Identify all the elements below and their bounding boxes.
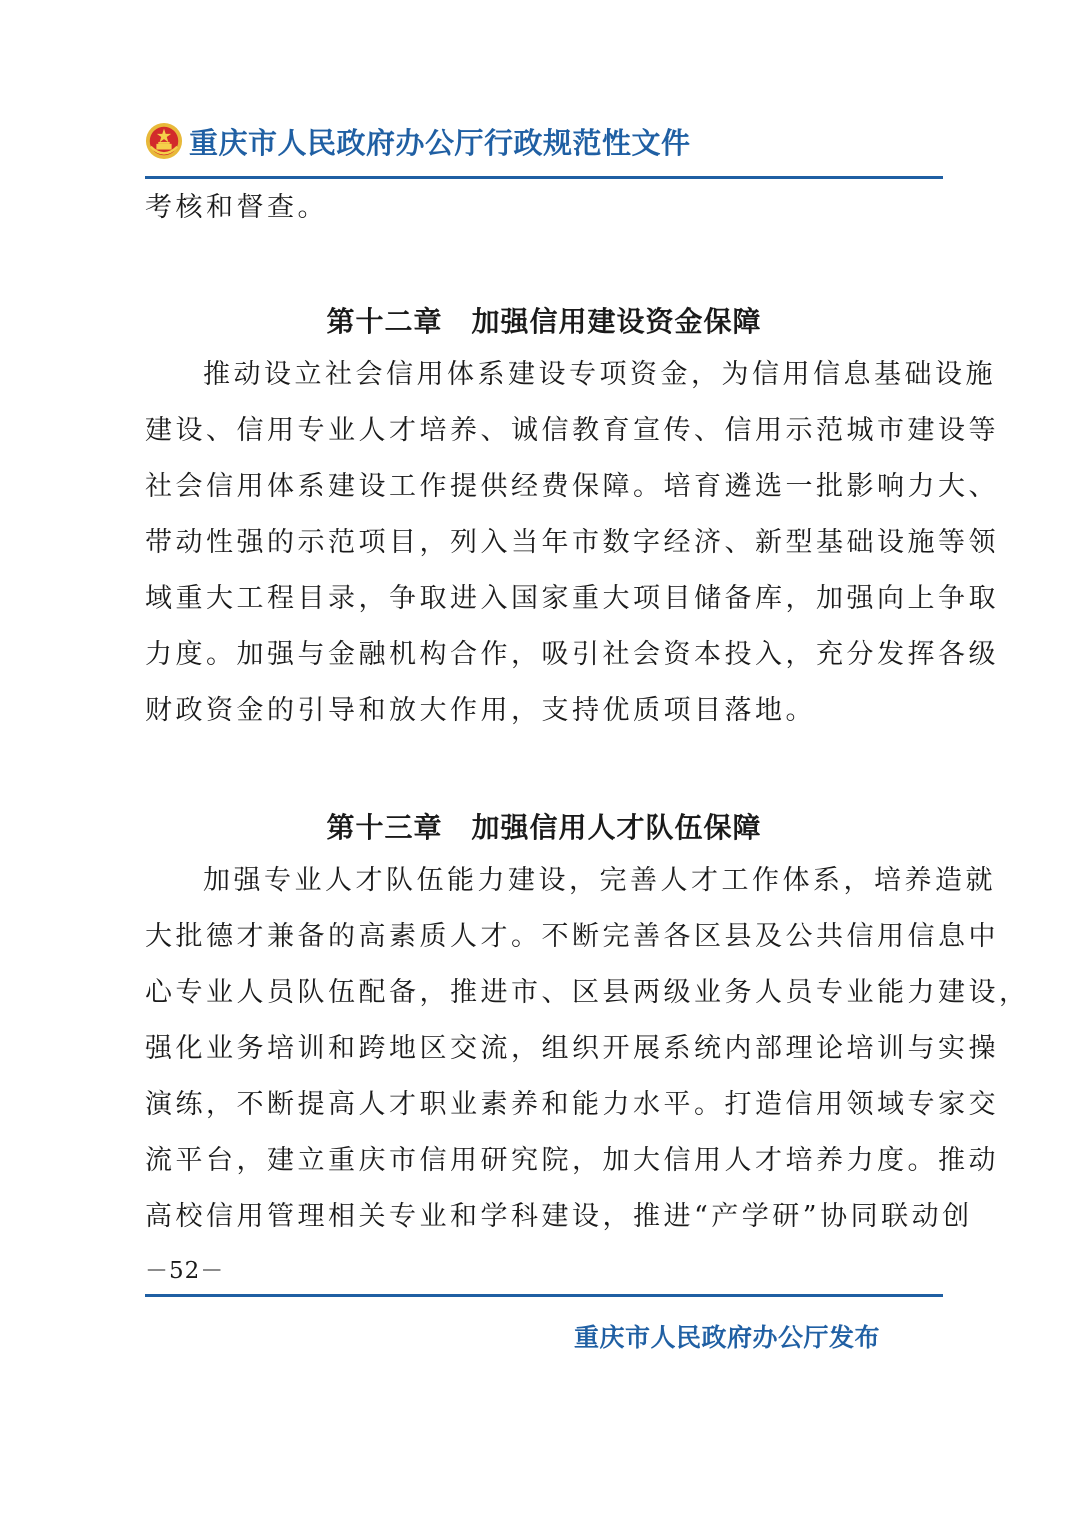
document-header bbox=[145, 118, 945, 164]
intro-paragraph bbox=[145, 180, 943, 236]
chapter-12-title: 第十二章 加强信用建设资金保障 bbox=[326, 305, 762, 338]
paragraph-line: 社会信用体系建设工作提供经费保障。培育遴选一批影响力大、 bbox=[145, 471, 999, 502]
paragraph-line: 带动性强的示范项目，列入当年市数字经济、新型基础设施等领 bbox=[145, 527, 999, 558]
paragraph-line: 建设、信用专业人才培养、诚信教育宣传、信用示范城市建设等 bbox=[145, 415, 999, 446]
paragraph-line: 高校信用管理相关专业和学科建设，推进“产学研”协同联动创 bbox=[145, 1201, 973, 1232]
header-title: 重庆市人民政府办公厅行政规范性文件 bbox=[189, 125, 691, 160]
paragraph-line: 推动设立社会信用体系建设专项资金，为信用信息基础设施 bbox=[203, 359, 996, 390]
paragraph-line: 加强专业人才队伍能力建设，完善人才工作体系，培养造就 bbox=[203, 865, 996, 896]
paragraph-line: 心专业人员队伍配备，推进市、区县两级业务人员专业能力建设， bbox=[145, 977, 1030, 1008]
chapter-12-paragraph bbox=[145, 347, 999, 739]
paragraph-line: 财政资金的引导和放大作用，支持优质项目落地。 bbox=[145, 695, 816, 726]
paragraph-line: 流平台，建立重庆市信用研究院，加大信用人才培养力度。推动 bbox=[145, 1145, 999, 1176]
chapter-13-paragraph bbox=[145, 853, 1030, 1245]
paragraph-line: 强化业务培训和跨地区交流，组织开展系统内部理论培训与实操 bbox=[145, 1033, 999, 1064]
paragraph-line: 力度。加强与金融机构合作，吸引社会资本投入，充分发挥各级 bbox=[145, 639, 999, 670]
intro-line: 考核和督查。 bbox=[145, 192, 328, 223]
footer-publisher: 重庆市人民政府办公厅发布 bbox=[573, 1323, 880, 1352]
chapter-13-title: 第十三章 加强信用人才队伍保障 bbox=[326, 811, 762, 844]
footer-divider bbox=[145, 1294, 943, 1297]
paragraph-line: 域重大工程目录，争取进入国家重大项目储备库，加强向上争取 bbox=[145, 583, 999, 614]
page-number: －52－ bbox=[145, 1258, 225, 1284]
paragraph-line: 大批德才兼备的高素质人才。不断完善各区县及公共信用信息中 bbox=[145, 921, 999, 952]
header-divider bbox=[145, 176, 943, 179]
paragraph-line: 演练，不断提高人才职业素养和能力水平。打造信用领域专家交 bbox=[145, 1089, 999, 1120]
national-emblem-icon bbox=[145, 122, 183, 160]
